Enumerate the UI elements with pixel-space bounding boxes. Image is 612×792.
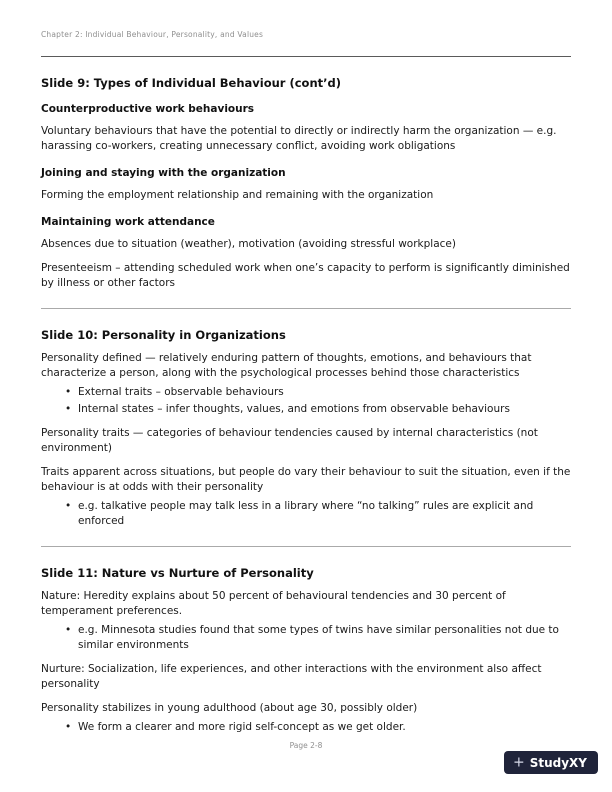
bullet-item [41,385,571,400]
section-divider [41,56,571,57]
paragraph: Forming the employment relationship and remaining with the organization [41,189,434,201]
paragraph: Absences due to situation (weather), motivation (avoiding stressful workplace) [41,238,456,250]
section-divider [41,546,571,547]
bullet-item [41,402,571,417]
bullet-marker-icon: • [65,624,72,636]
document-content [41,56,571,735]
slide-title: Slide 10: Personality in Organizations [41,328,286,342]
bullet-list [41,720,571,735]
section-divider [41,308,571,309]
subheading: Counterproductive work behaviours [41,103,255,115]
slide-title: Slide 9: Types of Individual Behaviour (cont’d) [41,76,341,90]
slide-title: Slide 11: Nature vs Nurture of Personality [41,566,314,580]
bullet-item [41,623,571,653]
paragraph: Nature: Heredity explains about 50 percent of behavioural tendencies and 30 percent of temperament preferences. [41,590,506,617]
bullet-list [41,499,571,529]
bullet-item [41,720,571,735]
bullet-text: We form a clearer and more rigid self-concept as we get older. [78,721,406,733]
paragraph: Nurture: Socialization, life experiences, and other interactions with the environment also affect personality [41,663,542,690]
bullet-text: Internal states – infer thoughts, values, and emotions from observable behaviours [78,403,510,415]
chapter-header: Chapter 2: Individual Behaviour, Personality, and Values [41,30,264,39]
bullet-marker-icon: • [65,721,72,733]
bullet-text: External traits – observable behaviours [78,386,284,398]
bullet-text: e.g. Minnesota studies found that some types of twins have similar personalities not due to similar environments [78,624,559,651]
brand-study-text: Study [529,755,570,770]
bullet-marker-icon: • [65,500,72,512]
studyxy-logo [504,751,598,774]
brand-xy-text: XY [569,755,587,770]
paragraph: Personality defined — relatively enduring pattern of thoughts, emotions, and behaviours that characterize a person, along with the psychological processes behind those characteristics [41,352,532,379]
paragraph: Personality stabilizes in young adulthood (about age 30, possibly older) [41,702,418,714]
page-number: Page 2-8 [289,741,323,750]
paragraph: Personality traits — categories of behaviour tendencies caused by internal characteristics (not environment) [41,427,538,454]
subheading: Maintaining work attendance [41,216,215,228]
bullet-item [41,499,571,529]
bullet-list [41,623,571,653]
paragraph: Traits apparent across situations, but people do vary their behaviour to suit the situation, even if the behaviour is at odds with their personality [41,466,571,493]
bullet-marker-icon: • [65,386,72,398]
bullet-list [41,385,571,417]
bullet-marker-icon: • [65,403,72,415]
plus-icon: + [512,754,525,770]
bullet-text: e.g. talkative people may talk less in a library where “no talking” rules are explicit and enforced [78,500,534,527]
paragraph: Presenteeism – attending scheduled work when one’s capacity to perform is significantly diminished by illness or other factors [41,262,570,289]
brand-wordmark [530,757,587,769]
subheading: Joining and staying with the organization [41,167,286,179]
paragraph: Voluntary behaviours that have the potential to directly or indirectly harm the organization — e.g. harassing co-workers, creating unnecessary conflict, avoiding work obligations [41,125,557,152]
